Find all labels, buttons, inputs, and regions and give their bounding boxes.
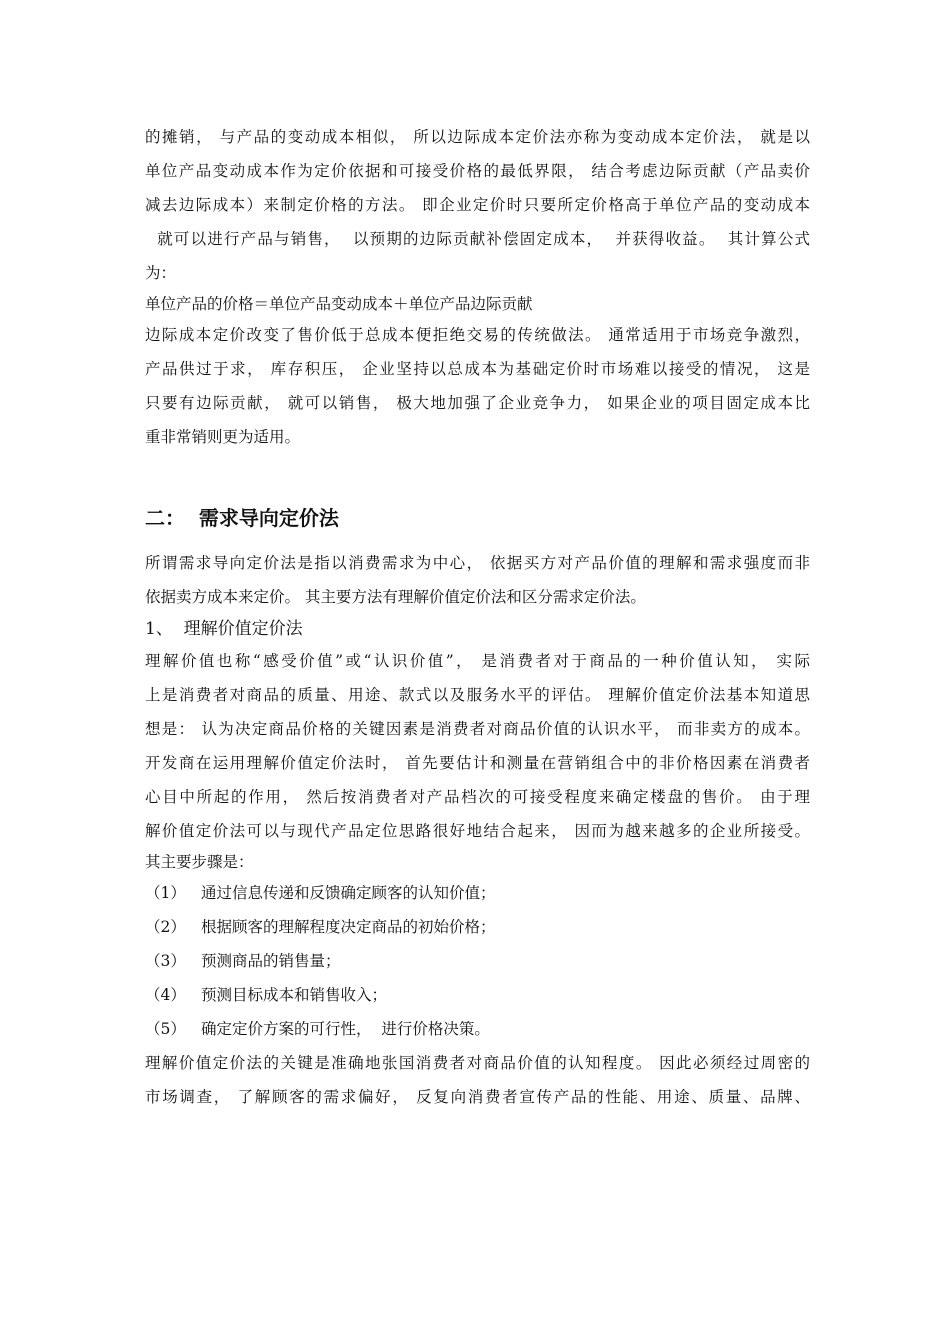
step-number: （5） — [145, 1020, 186, 1038]
text-line: 市场调查， 了解顾客的需求偏好， 反复向消费者宣传产品的性能、用途、质量、品牌、 — [145, 1088, 810, 1106]
text-line: 边际成本定价改变了售价低于总成本便拒绝交易的传统做法。 通常适用于市场竞争激烈， — [145, 326, 810, 344]
step-text: 预测目标成本和销售收入； — [201, 986, 388, 1004]
text-line: 理解价值定价法的关键是准确地张国消费者对商品价值的认知程度。 因此必须经过周密的 — [145, 1054, 810, 1072]
text-line: 依据卖方成本来定价。 其主要方法有理解价值定价法和区分需求定价法。 — [145, 588, 646, 606]
paragraph-marginal-cost-pricing — [145, 120, 810, 290]
text-line: 想是： 认为决定商品价格的关键因素是消费者对商品价值的认识水平， 而非卖方的成本。 — [145, 720, 810, 738]
text-line: 的摊销， 与产品的变动成本相似， 所以边际成本定价法亦称为变动成本定价法， 就是以 — [145, 128, 810, 146]
text-line: 开发商在运用理解价值定价法时， 首先要估计和测量在营销组合中的非价格因素在消费者 — [145, 754, 810, 772]
text-line: 只要有边际贡献， 就可以销售， 极大地加强了企业竞争力， 如果企业的项目固定成本比 — [145, 394, 810, 412]
text-line: 就可以进行产品与销售， 以预期的边际贡献补偿固定成本， 并获得收益。 其计算公式 — [145, 230, 810, 248]
list-item — [145, 978, 810, 1012]
step-number: （2） — [145, 918, 186, 936]
pricing-formula: 单位产品的价格＝单位产品变动成本＋单位产品边际贡献 — [145, 295, 533, 313]
text-line: 减去边际成本）来制定价格的方法。 即企业定价时只要所定价格高于单位产品的变动成本 — [145, 196, 810, 214]
paragraph-demand-oriented-intro — [145, 546, 810, 614]
text-line: 单位产品变动成本作为定价依据和可接受价格的最低界限， 结合考虑边际贡献（产品卖价 — [145, 162, 810, 180]
text-line: 其主要步骤是： — [145, 853, 254, 871]
text-line: 解价值定价法可以与现代产品定位思路很好地结合起来， 因而为越来越多的企业所接受。 — [145, 822, 810, 840]
step-number: （3） — [145, 952, 186, 970]
step-text: 预测商品的销售量； — [201, 952, 341, 970]
subsection-heading: 1、 理解价值定价法 — [145, 619, 303, 639]
section-heading: 二： 需求导向定价法 — [145, 506, 339, 530]
step-text: 通过信息传递和反馈确定顾客的认知价值； — [201, 884, 496, 902]
text-line: 重非常销则更为适用。 — [145, 428, 301, 446]
step-text: 根据顾客的理解程度决定商品的初始价格； — [201, 918, 496, 936]
text-line: 所谓需求导向定价法是指以消费需求为中心， 依据买方对产品价值的理解和需求强度而非 — [145, 554, 810, 572]
step-number: （4） — [145, 986, 186, 1004]
step-text: 确定定价方案的可行性， 进行价格决策。 — [201, 1020, 490, 1038]
paragraph-perceived-value — [145, 644, 810, 876]
text-line: 为： — [145, 264, 177, 282]
text-line: 理解价值也称“感受价值”或“认识价值”， 是消费者对于商品的一种价值认知， 实际 — [145, 652, 810, 670]
list-item — [145, 1012, 810, 1046]
text-line: 心目中所起的作用， 然后按消费者对产品档次的可接受程度来确定楼盘的售价。 由于理 — [145, 788, 810, 806]
list-item — [145, 944, 810, 978]
paragraph-marginal-cost-application — [145, 318, 810, 454]
text-line: 产品供过于求， 库存积压， 企业坚持以总成本为基础定价时市场难以接受的情况， 这是 — [145, 360, 810, 378]
steps-list — [145, 876, 810, 1046]
document-content — [145, 120, 810, 1114]
list-item — [145, 876, 810, 910]
text-line: 上是消费者对商品的质量、用途、款式以及服务水平的评估。 理解价值定价法基本知道思 — [145, 686, 810, 704]
step-number: （1） — [145, 884, 186, 902]
list-item — [145, 910, 810, 944]
paragraph-perceived-value-key — [145, 1046, 810, 1114]
